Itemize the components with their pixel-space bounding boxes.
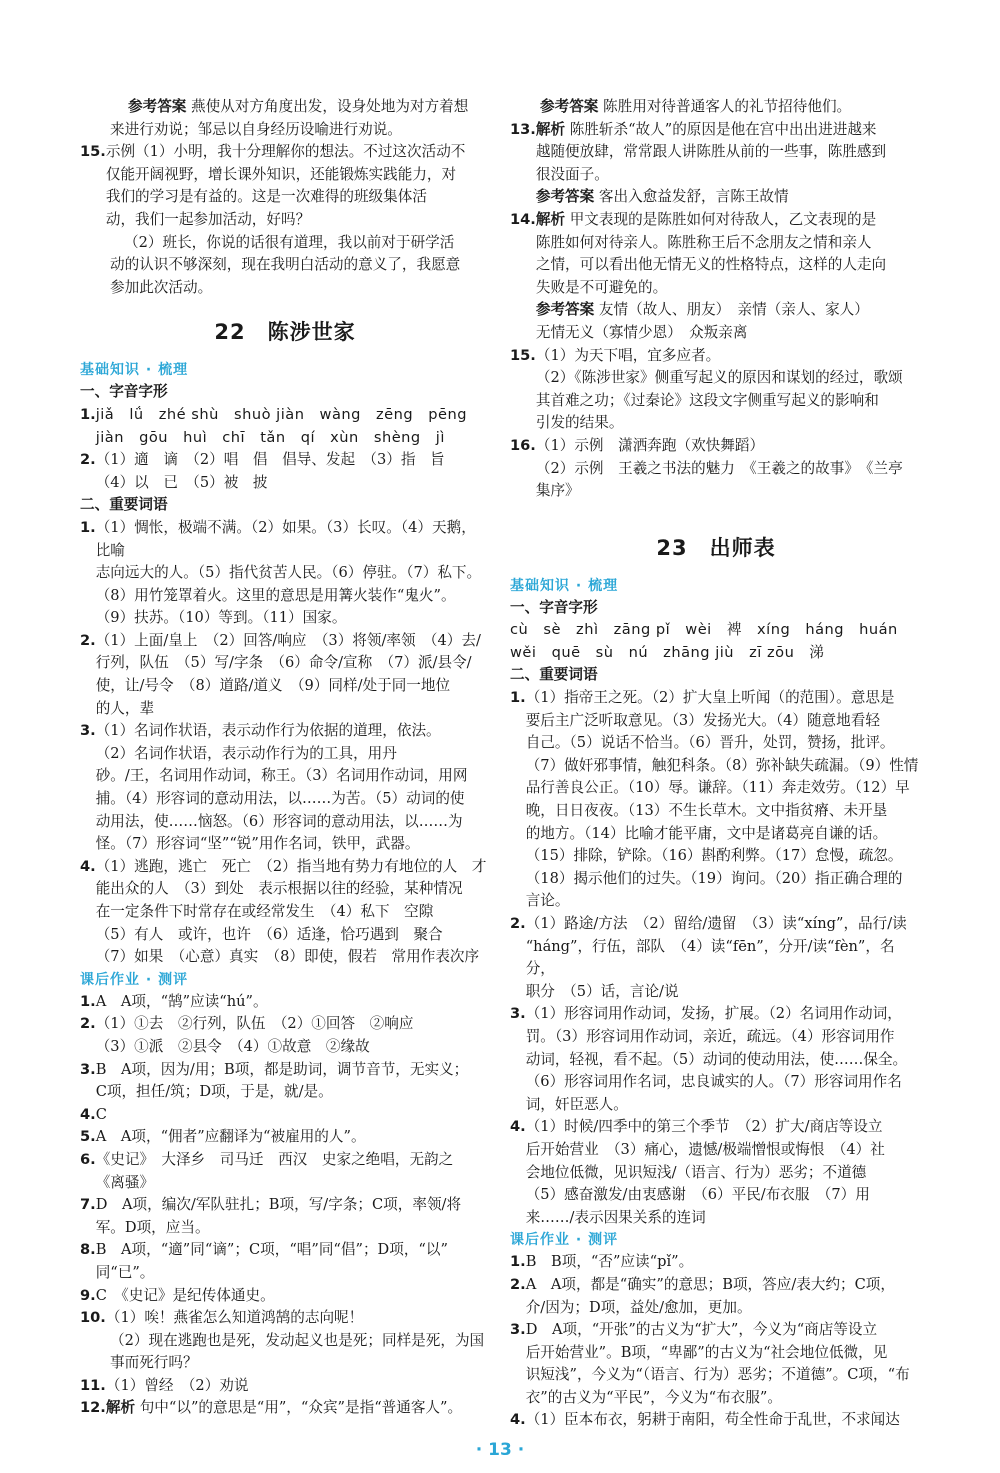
homework-item-4: 4. （1）臣本布衣，躬耕于南阳，苟全性命于乱世，不求闻达	[510, 1411, 900, 1429]
homework-item: 7. D A项，编次/军队驻扎；B项，写/字条；C项，率领/将 军。D项，应当。	[80, 1196, 462, 1236]
section-basic-knowledge: 基础知识 · 梳理	[80, 362, 189, 379]
pinyin-item-1: 1. jiǎ lǘ zhé shù shuò jiàn wàng zēng pēng jiàn gōu huì chī tǎn qí xùn shèng jì	[80, 405, 468, 446]
homework-item-11: 11. （1）曾经 （2）劝说	[80, 1376, 249, 1394]
homework-item: 10. （1）唉！燕雀怎么知道鸿鹄的志向呢！	[80, 1309, 364, 1327]
page-number: · 13 ·	[475, 1440, 525, 1460]
subsection-pronunciation: 一、字音字形	[510, 598, 598, 616]
section-basic-knowledge: 基础知识 · 梳理	[510, 577, 619, 594]
homework-item: 1. A A项，“鹄”应读“hú”。	[80, 992, 268, 1010]
vocab-item-1: 1. （1）指帝王之死。（2）扩大皇上听闻（的范围）。意思是 要后主广泛听取意见。（3）发扬光大。（4）随意地看轻 自己。（5）说话不恰当。（6）晋升，处罚，赞扬，批评。 （7）做奸邪事情，触犯科条。（8）弥补缺失疏漏。（9）性情 品行善良公正。（10）辱。谦辞。（11）奔走效劳。（12）早 晚，日日夜夜。（13）不生长草木。文中指贫瘠、未开垦 的地方。（14）比喻才能平庸，文中是诸葛亮自谦的话。 （15）排除，铲除。（16）斟酌利弊。（17）怠慢，疏忽。 （18）揭示他们的过失。（19）询问。（20）指正确合理的 言论。	[510, 689, 919, 910]
question-13: 13. 解析 陈胜斩杀“故人”的原因是他在宫中出出进进越来 越随便放肆，常常跟人讲陈胜从前的一些事，陈胜感到 很没面子。 参考答案 客出入愈益发舒，言陈王故情	[510, 120, 887, 206]
homework-10-part-2: （2）现在逃跑也是死，发动起义也是死；同样是死，为国 事而死行吗？	[110, 1331, 485, 1372]
homework-item: 4. C	[80, 1105, 107, 1123]
subsection-vocabulary: 二、重要词语	[80, 496, 168, 514]
vocab-item-3: 3. （1）形容词用作动词，发扬，扩展。（2）名词用作动词， 罚。（3）形容词用作动词，亲近，疏远。（4）形容词用作 动词，轻视，看不起。（5）动词的使动用法，使……保全。 （6）形容词用作名词，忠良诚实的人。（7）形容词用作名 词，奸臣恶人。	[510, 1005, 908, 1113]
subsection-vocabulary: 二、重要词语	[510, 666, 598, 684]
answer-line: 来进行劝说；邹忌以自身经历设喻进行劝说。	[110, 120, 402, 138]
question-15: 15. （1）为天下唱，宜多应者。 （2）《陈涉世家》侧重写起义的原因和谋划的经过，歌颂 其首难之功；《过秦论》这段文字侧重写起义的影响和 引发的结果。	[510, 346, 903, 432]
pinyin-line: cù sè zhì zāng pǐ wèi 裨 xíng háng huán	[510, 621, 898, 639]
subsection-pronunciation: 一、字音字形	[80, 383, 168, 401]
vocab-item-1: 1. （1）惆怅，极端不满。（2）如果。（3）长叹。（4）天鹅，比喻 志向远大的人。（5）指代贫苦人民。（6）停驻。（7）私下。 （8）用竹笼罩着火。这里的意思是用篝火装作“鬼火”。 （9）扶苏。（10）等到。（11）国家。	[80, 518, 482, 627]
right-column	[510, 96, 922, 1432]
question-15-text: 示例（1）小明，我十分理解你的想法。不过这次活动不 仅能开阔视野，增长课外知识，还能锻炼实践能力，对 我们的学习是有益的。这是一次难得的班级集体活 动，我们一起参加活动，好吗？	[105, 143, 466, 228]
homework-item: 6. 《史记》 大泽乡 司马迁 西汉 史家之绝唱，无韵之 《离骚》	[80, 1150, 454, 1191]
homework-item: 3. B A项，因为/用；B项，都是助词，调节音节，无实义； C项，担任/筑；D项，于是，就/是。	[80, 1060, 469, 1101]
question-15-part-2: （2）班长，你说的话很有道理，我以前对于研学活 动的认识不够深刻，现在我明白活动的意义了，我愿意 参加此次活动。	[110, 233, 461, 296]
vocab-item-4: 4. （1）时候/四季中的第三个季节 （2）扩大/商店等设立 后开始营业 （3）痛心，遗憾/极端憎恨或悔恨 （4）社 会地位低微，见识短浅/（语言、行为）恶劣；不道德 （5）感奋激发/由衷感谢 （6）平民/布衣服 （7）用 来……/表示因果关系的连词	[510, 1118, 885, 1226]
homework-item: 9. C 《史记》是纪传体通史。	[80, 1286, 275, 1304]
homework-item: 2. （1）①去 ②行列，队伍 （2）①回答 ②响应 （3）①派 ②县令 （4）①故意 ②缘故	[80, 1015, 414, 1055]
answer-line: 参考答案 陈胜用对待普通客人的礼节招待他们。	[540, 98, 852, 115]
homework-item: 8. B A项，“適”同“谪”；C项，“唱”同“倡”；D项，“以” 同“已”。	[80, 1241, 448, 1281]
question-14: 14. 解析 甲文表现的是陈胜如何对待敌人，乙文表现的是 陈胜如何对待亲人。陈胜称王后不念朋友之情和亲人 之情，可以看出他无情无义的性格特点，这样的人走向 失败是不可避免的。 参考答案 友情（故人、朋友） 亲情（亲人、家人） 无情无义（寡情少恩） 众叛亲离	[510, 210, 887, 341]
homework-item: 5. A A项，“佣者”应翻译为“被雇用的人”。	[80, 1128, 366, 1146]
homework-item-2: 2. A A项，都是“确实”的意思；B项，答应/表大约；C项， 介/因为；D项，益处/愈加，更加。	[510, 1275, 895, 1316]
lesson-title-23: 23 出师表	[656, 535, 776, 560]
vocab-item-2: 2. （1）上面/皇上 （2）回答/响应 （3）将领/率领 （4）去/ 行列，队伍 （5）写/字条 （6）命令/宣称 （7）派/县令/ 使，让/号令 （8）道路/道义 （9）同样/处于同一地位 的人，辈	[80, 631, 481, 717]
homework-item-12: 12. 解析 句中“以”的意思是“用”，“众宾”是指“普通客人”。	[80, 1399, 463, 1417]
left-column	[80, 96, 490, 1420]
vocab-item-2: 2. （1）路途/方法 （2）留给/遗留 （3）读“xíng”，品行/读 “háng”，行伍，部队 （4）读“fēn”，分开/读“fèn”，名分， 职分 （5）话，言论/说	[510, 915, 907, 1000]
vocab-item-4: 4. （1）逃跑，逃亡 死亡 （2）指当地有势力有地位的人 才 能出众的人 （3）到处 表示根据以往的经验，某种情况 在一定条件下时常存在或经常发生 （4）私下 空隙 （5）有人 或许，也许 （6）适逢，恰巧遇到 聚合 （7）如果 （心意）真实 （8）即使，假若 常用作表次序	[80, 857, 487, 966]
vocab-item-3: 3. （1）名词作状语，表示动作行为依据的道理，依法。 （2）名词作状语，表示动作行为的工具，用丹 砂。/王，名词用作动词，称王。（3）名词用作动词，用网 捕。（4）形容词的意动用法，以……为苦。（5）动词的使 动用法，使……恼怒。（6）形容词的意动用法，以……为 怪。（7）形容词“坚”“锐”用作名词，铁甲，武器。	[80, 722, 468, 853]
answer-line: 参考答案 燕使从对方角度出发，设身处地为对方着想	[128, 98, 469, 115]
question-15: 15. 示例（1）小明，我十分理解你的想法。不过这次活动不 仅能开阔视野，增长课外知识，还能锻炼实践能力，对 我们的学习是有益的。这是一次难得的班级集体活 动，我们一起参加活动，好吗？	[80, 141, 490, 231]
glyph-item-2: 2. （1）適 谪 （2）唱 倡 倡导、发起 （3）指 旨 （4）以 已 （5）被 披	[80, 451, 445, 491]
section-homework: 课后作业 · 测评	[510, 1232, 619, 1249]
homework-list	[80, 991, 490, 1330]
pinyin-line: wěi quē sù nú zhāng jiù zī zōu 涕	[510, 643, 825, 661]
homework-item-1: 1. B B项，“否”应读“pǐ”。	[510, 1253, 694, 1271]
section-homework: 课后作业 · 测评	[80, 971, 189, 988]
question-16: 16. （1）示例 潇洒奔跑（欢快舞蹈） （2）示例 王羲之书法的魅力 《王羲之的故事》 《兰亭 集序》	[510, 436, 903, 500]
homework-item-3: 3. D A项，“开张”的古义为“扩大”，今义为“商店等设立 后开始营业”。B项，“卑鄙”的古义为“社会地位低微，见 识短浅”，今义为“（语言、行为）恶劣；不道德”。C项，“布 衣”的古义为“平民”，今义为“布衣服”。	[510, 1321, 910, 1406]
lesson-title-22: 22 陈涉世家	[214, 320, 356, 345]
